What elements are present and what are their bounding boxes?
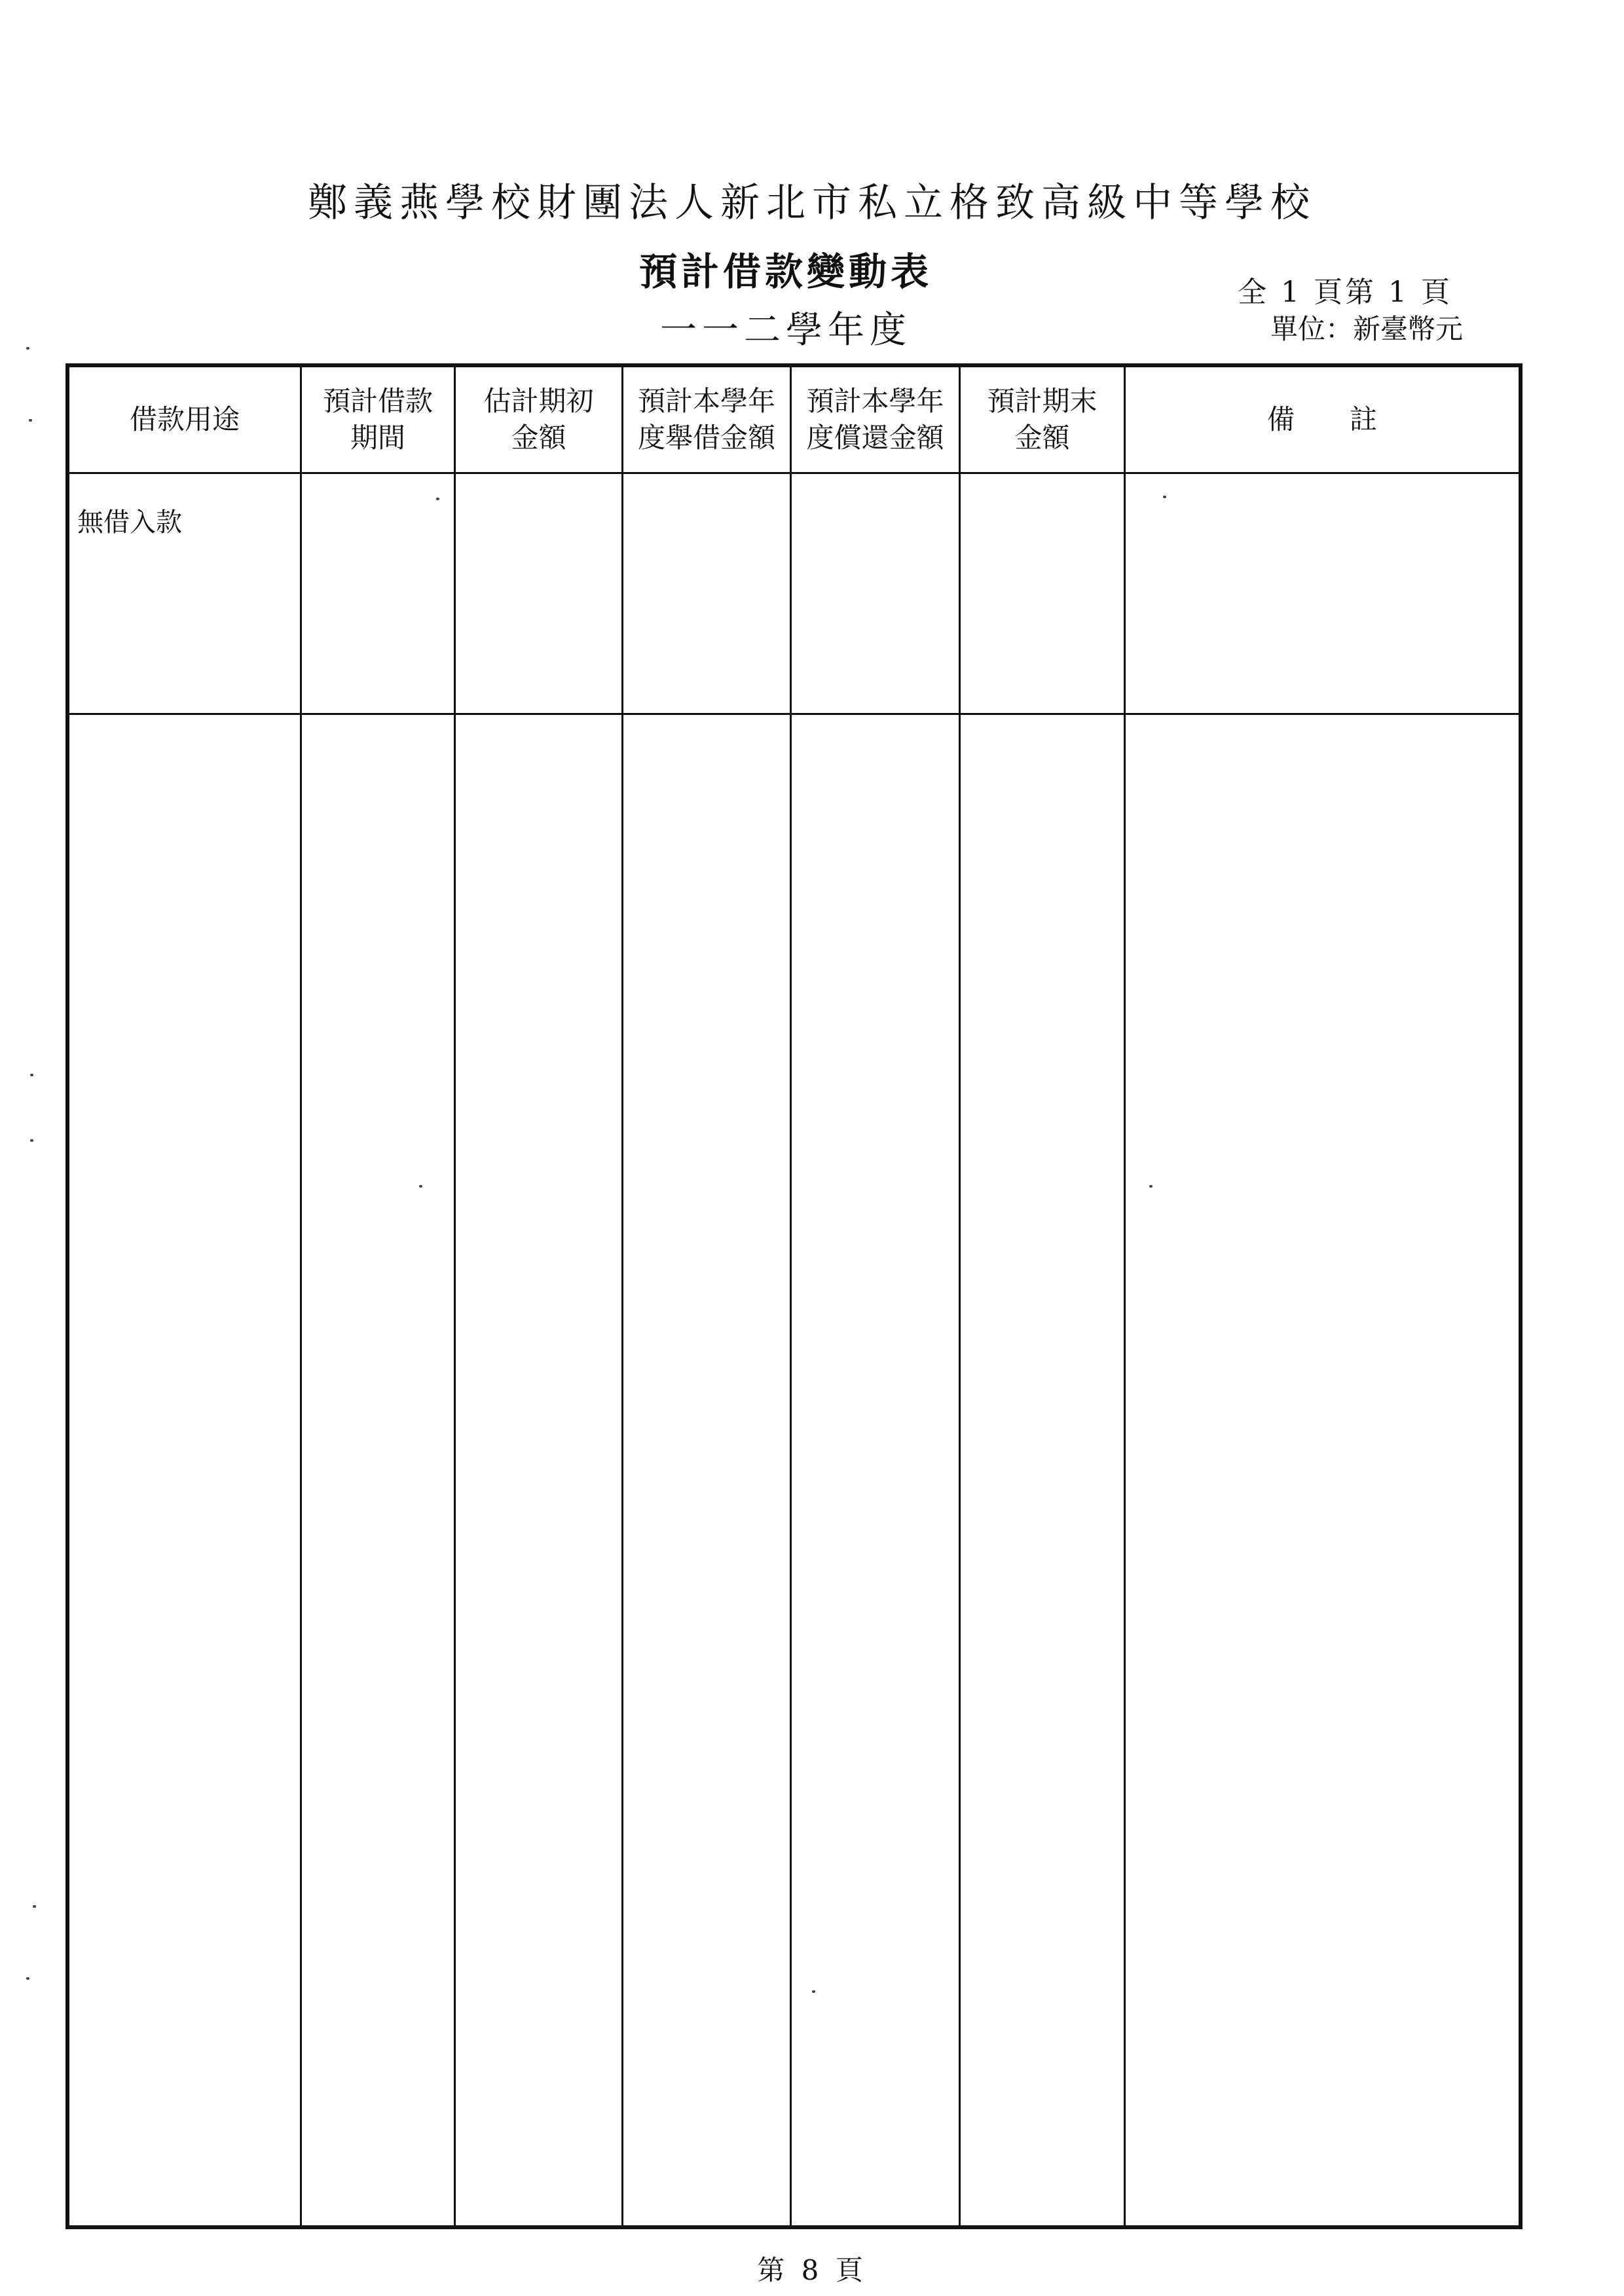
scan-speck: [436, 498, 439, 500]
column-header-closing-amount: 預計期末 金額: [987, 385, 1098, 454]
scan-speck: [33, 1905, 36, 1908]
scan-speck: [1149, 1185, 1153, 1188]
academic-year: 一一二學年度: [660, 309, 912, 352]
page-number: 第 8 頁: [757, 2254, 867, 2286]
scan-speck: [30, 1074, 33, 1076]
column-divider: [790, 367, 792, 2225]
scan-speck: [812, 1990, 815, 1993]
column-divider: [454, 367, 456, 2225]
column-header-repayment-amount: 預計本學年 度償還金額: [806, 385, 944, 454]
column-header-purpose: 借款用途: [129, 403, 240, 435]
organization-title: 鄭義燕學校財團法人新北市私立格致高級中等學校: [308, 180, 1316, 226]
scan-speck: [26, 347, 29, 350]
currency-unit: 單位：新臺幣元: [1270, 313, 1464, 345]
column-header-remarks: 備 註: [1266, 403, 1377, 435]
column-header-opening-amount: 估計期初 金額: [483, 385, 594, 454]
row-divider: [69, 713, 1519, 715]
table-row-purpose: 無借入款: [77, 507, 182, 538]
scan-speck: [419, 1185, 422, 1188]
column-header-borrowing-amount: 預計本學年 度舉借金額: [637, 385, 775, 454]
column-header-period: 預計借款 期間: [322, 385, 433, 454]
scan-speck: [30, 1139, 33, 1142]
page-info: 全 1 頁第 1 頁: [1238, 276, 1452, 309]
loan-change-table: [65, 363, 1522, 2229]
scan-speck: [29, 419, 32, 422]
document-title: 預計借款變動表: [638, 249, 932, 294]
column-divider: [1124, 367, 1126, 2225]
column-divider: [621, 367, 623, 2225]
header-divider: [69, 472, 1519, 474]
scan-speck: [1163, 496, 1166, 498]
scan-speck: [26, 1977, 29, 1980]
column-divider: [300, 367, 302, 2225]
column-divider: [959, 367, 961, 2225]
